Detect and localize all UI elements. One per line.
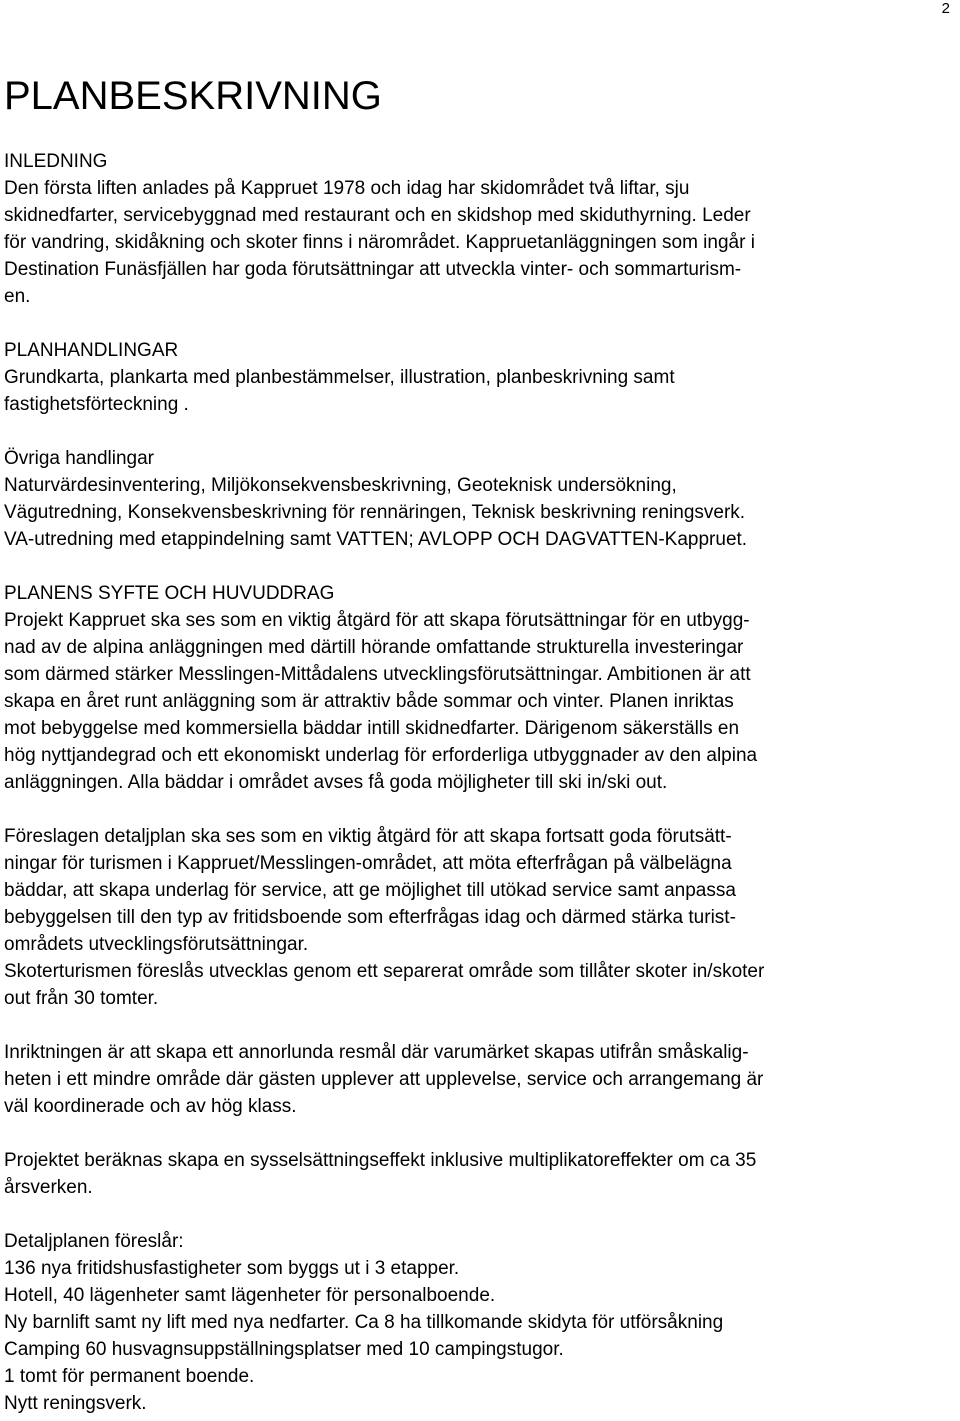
list-item: 136 nya fritidshusfastigheter som byggs ut i 3 etapper. — [4, 1258, 460, 1279]
text-line: Inriktningen är att skapa ett annorlunda resmål där varumärket skapas utifrån småskalig- — [4, 1042, 749, 1063]
text-line: anläggningen. Alla bäddar i området avses få goda möjligheter till ski in/ski out. — [4, 772, 668, 793]
text-line: nad av de alpina anläggningen med därtill hörande omfattande strukturella investeringar — [4, 637, 744, 658]
text-line: Föreslagen detaljplan ska ses som en viktig åtgärd för att skapa fortsatt goda förutsätt- — [4, 826, 732, 847]
section-ovriga-handlingar — [4, 445, 956, 553]
text-line: fastighetsförteckning . — [4, 394, 189, 415]
section-planhandlingar — [4, 337, 956, 418]
text-line: skapa en året runt anläggning som är attraktiv både sommar och vinter. Planen inriktas — [4, 691, 734, 712]
text-line: skidnedfarter, servicebyggnad med restaurant och en skidshop med skiduthyrning. Leder — [4, 205, 751, 226]
text-line: Skoterturismen föreslås utvecklas genom ett separerat område som tillåter skoter in/skoter — [4, 961, 765, 982]
text-line: årsverken. — [4, 1177, 93, 1198]
section-foreslagen — [4, 823, 956, 1012]
text-line: Den första liften anlades på Kappruet 1978 och idag har skidområdet två liftar, sju — [4, 178, 690, 199]
section-heading: Övriga handlingar — [4, 448, 154, 469]
text-line: Naturvärdesinventering, Miljökonsekvensbeskrivning, Geoteknisk undersökning, — [4, 475, 677, 496]
text-line: för vandring, skidåkning och skoter finns i närområdet. Kappruetanläggningen som ingår i — [4, 232, 755, 253]
section-syfte — [4, 580, 956, 796]
text-line: områdets utvecklingsförutsättningar. — [4, 934, 309, 955]
text-line: Projektet beräknas skapa en sysselsättningseffekt inklusive multiplikatoreffekter om ca 35 — [4, 1150, 757, 1171]
list-item: Hotell, 40 lägenheter samt lägenheter för personalboende. — [4, 1285, 496, 1306]
text-line: Vägutredning, Konsekvensbeskrivning för rennäringen, Teknisk beskrivning reningsverk. — [4, 502, 746, 523]
list-item: 1 tomt för permanent boende. — [4, 1366, 255, 1387]
page-number: 2 — [941, 0, 950, 17]
text-line: en. — [4, 286, 31, 307]
section-heading: PLANENS SYFTE OCH HUVUDDRAG — [4, 583, 335, 604]
text-line: out från 30 tomter. — [4, 988, 159, 1009]
text-line: Projekt Kappruet ska ses som en viktig åtgärd för att skapa förutsättningar för en utbygg- — [4, 610, 750, 631]
text-line: bäddar, att skapa underlag för service, att ge möjlighet till utökad service samt anpassa — [4, 880, 736, 901]
text-line: ningar för turismen i Kappruet/Messlingen-området, att möta efterfrågan på välbelägna — [4, 853, 732, 874]
section-heading: Detaljplanen föreslår: — [4, 1231, 184, 1252]
list-item: Nytt reningsverk. — [4, 1393, 147, 1414]
text-line: VA-utredning med etappindelning samt VATTEN; AVLOPP OCH DAGVATTEN-Kappruet. — [4, 529, 748, 550]
text-line: som därmed stärker Messlingen-Mittådalens utvecklingsförutsättningar. Ambitionen är att — [4, 664, 751, 685]
section-heading: INLEDNING — [4, 151, 108, 172]
page-title: PLANBESKRIVNING — [4, 74, 382, 118]
section-inledning — [4, 148, 956, 310]
text-line: mot bebyggelse med kommersiella bäddar intill skidnedfarter. Därigenom säkerställs en — [4, 718, 740, 739]
text-line: hög nyttjandegrad och ett ekonomiskt underlag för erforderliga utbyggnader av den alpina — [4, 745, 758, 766]
section-detaljplanen — [4, 1228, 956, 1417]
section-projektet — [4, 1147, 956, 1201]
text-line: heten i ett mindre område där gästen upplever att upplevelse, service och arrangemang är — [4, 1069, 764, 1090]
section-inriktning — [4, 1039, 956, 1120]
text-line: Grundkarta, plankarta med planbestämmelser, illustration, planbeskrivning samt — [4, 367, 675, 388]
document-body — [4, 148, 956, 1417]
text-line: bebyggelsen till den typ av fritidsboende som efterfrågas idag och därmed stärka turist- — [4, 907, 736, 928]
list-item: Ny barnlift samt ny lift med nya nedfarter. Ca 8 ha tillkomande skidyta för utförsåkning — [4, 1312, 724, 1333]
text-line: väl koordinerade och av hög klass. — [4, 1096, 297, 1117]
list-item: Camping 60 husvagnsuppställningsplatser med 10 campingstugor. — [4, 1339, 564, 1360]
section-heading: PLANHANDLINGAR — [4, 340, 179, 361]
text-line: Destination Funäsfjällen har goda förutsättningar att utveckla vinter- och sommarturism- — [4, 259, 742, 280]
